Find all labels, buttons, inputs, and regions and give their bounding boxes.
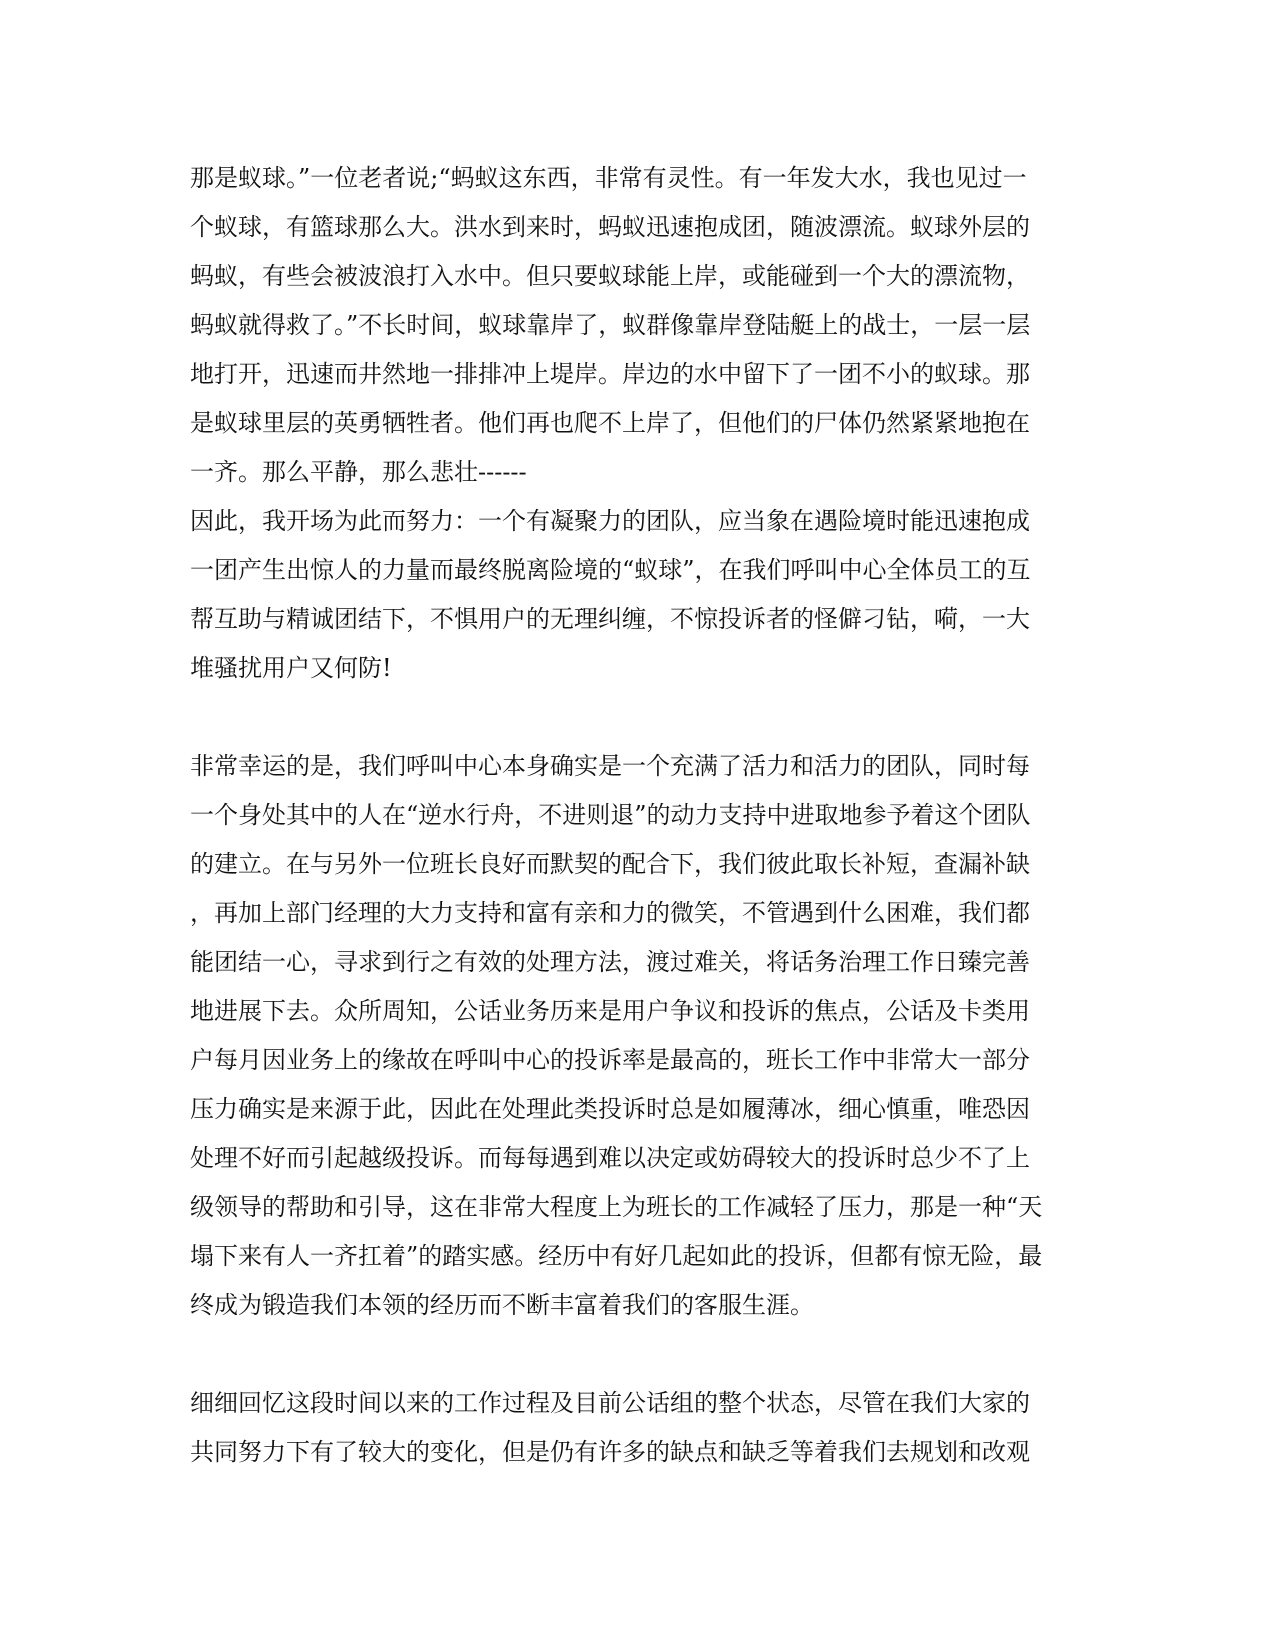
text-line: 帮互助与精诚团结下，不惧用户的无理纠缠，不惊投诉者的怪僻刁钻，嗬，一大 [190,605,1030,633]
text-line: 堆骚扰用户又何防! [190,654,392,682]
text-line: 塌下来有人一齐扛着”的踏实感。经历中有好几起如此的投诉，但都有惊无险，最 [190,1242,1043,1270]
text-line: 一个身处其中的人在“逆水行舟，不进则退”的动力支持中进取地参予着这个团队 [190,801,1031,829]
text-line: 终成为锻造我们本领的经历而不断丰富着我们的客服生涯。 [190,1291,814,1319]
text-line: ，再加上部门经理的大力支持和富有亲和力的微笑，不管遇到什么困难，我们都 [190,899,1030,927]
text-line: 细细回忆这段时间以来的工作过程及目前公话组的整个状态，尽管在我们大家的 [190,1389,1030,1417]
text-line: 共同努力下有了较大的变化，但是仍有许多的缺点和缺乏等着我们去规划和改观 [190,1438,1030,1466]
text-line: 一团产生出惊人的力量而最终脱离险境的“蚁球”，在我们呼叫中心全体员工的互 [190,556,1031,584]
text-line: 非常幸运的是，我们呼叫中心本身确实是一个充满了活力和活力的团队，同时每 [190,752,1030,780]
text-line: 那是蚁球。”一位老者说;“蚂蚁这东西，非常有灵性。有一年发大水，我也见过一 [190,164,1027,192]
text-line: 地进展下去。众所周知，公话业务历来是用户争议和投诉的焦点，公话及卡类用 [190,997,1030,1025]
paragraph-team-effort [190,497,1080,693]
paragraph-call-center-team [190,742,1080,1330]
paragraph-reflection [190,1379,1080,1477]
text-line: 一齐。那么平静，那么悲壮------ [190,458,527,486]
text-line: 户每月因业务上的缘故在呼叫中心的投诉率是最高的，班长工作中非常大一部分 [190,1046,1030,1074]
text-line: 处理不好而引起越级投诉。而每每遇到难以决定或妨碍较大的投诉时总少不了上 [190,1144,1030,1172]
text-line: 的建立。在与另外一位班长良好而默契的配合下，我们彼此取长补短，查漏补缺 [190,850,1030,878]
text-line: 能团结一心，寻求到行之有效的处理方法，渡过难关，将话务治理工作日臻完善 [190,948,1030,976]
text-line: 个蚁球，有篮球那么大。洪水到来时，蚂蚁迅速抱成团，随波漂流。蚁球外层的 [190,213,1030,241]
text-line: 蚂蚁，有些会被波浪打入水中。但只要蚁球能上岸，或能碰到一个大的漂流物， [190,262,1030,290]
text-line: 级领导的帮助和引导，这在非常大程度上为班长的工作减轻了压力，那是一种“天 [190,1193,1043,1221]
text-line: 是蚁球里层的英勇牺牲者。他们再也爬不上岸了，但他们的尸体仍然紧紧地抱在 [190,409,1030,437]
paragraph-ant-ball-story [190,154,1080,497]
text-line: 压力确实是来源于此，因此在处理此类投诉时总是如履薄冰，细心慎重，唯恐因 [190,1095,1030,1123]
text-line: 地打开，迅速而井然地一排排冲上堤岸。岸边的水中留下了一团不小的蚁球。那 [190,360,1030,388]
text-line: 蚂蚁就得救了。”不长时间，蚁球靠岸了，蚁群像靠岸登陆艇上的战士，一层一层 [190,311,1031,339]
text-line: 因此，我开场为此而努力：一个有凝聚力的团队，应当象在遇险境时能迅速抱成 [190,507,1030,535]
